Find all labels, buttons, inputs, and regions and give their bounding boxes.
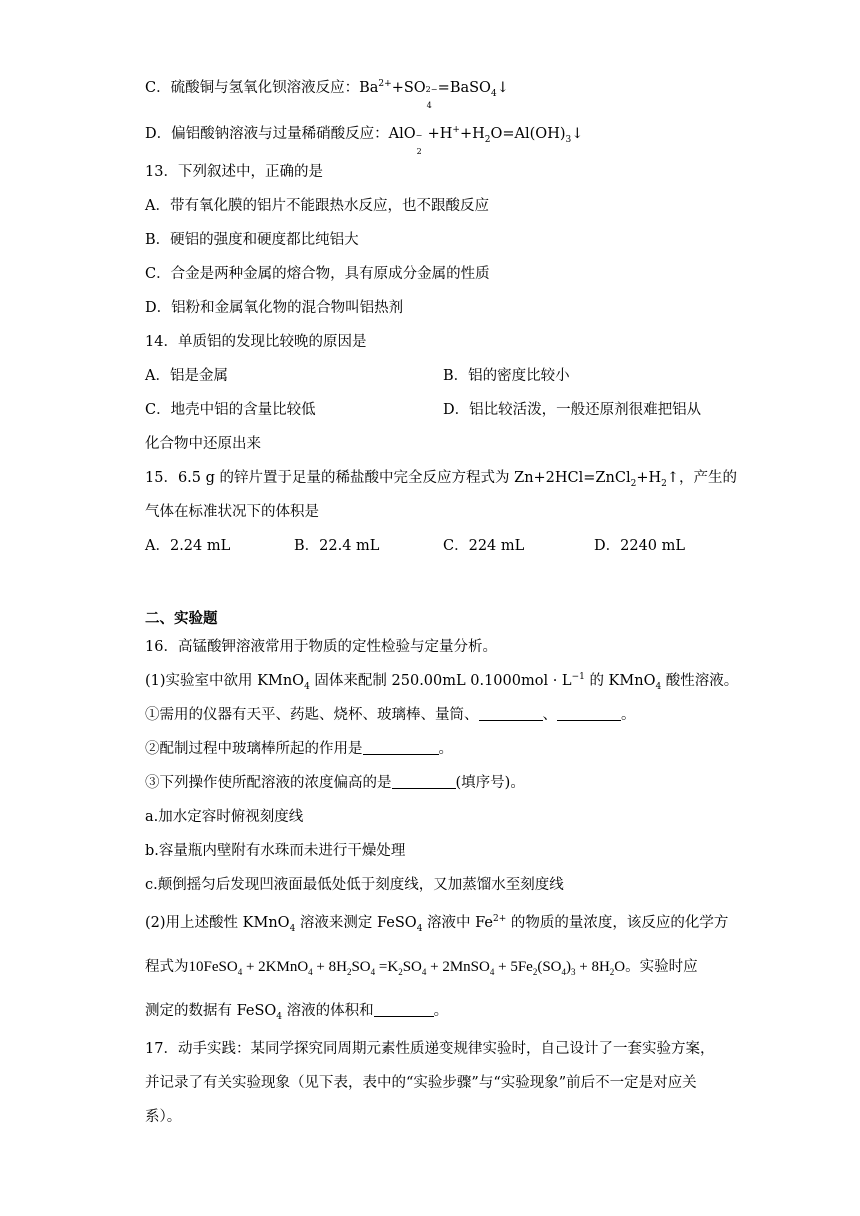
q12-option-d: D．偏铝酸钠溶液与过量稀硝酸反应：AlO − 2 $+H^++H_2O=Al(OH)_3↓$	[145, 125, 584, 156]
q17-line2: 并记录了有关实验现象（见下表，表中的“实验步骤”与“实验现象”前后不一定是对应关	[145, 1075, 697, 1091]
q15-stem-line2: 气体在标准状况下的体积是	[145, 504, 319, 520]
q15-option-c: C．224 mL	[443, 538, 525, 554]
q15-option-a: A．2.24 mL	[145, 538, 231, 554]
q17-line3: 系）。	[145, 1109, 182, 1125]
section-title: 二、实验题	[145, 610, 218, 627]
answer-blank-2[interactable]	[557, 705, 621, 721]
q16-part1: (1)实验室中欲用 KMnO$_4$ 固体来配制 250.00mL $0.1000mol \cdot L^{-1}$ 的 KMnO$_4$ 酸性溶液。	[145, 672, 739, 692]
q14-stem: 14．单质铝的发现比较晚的原因是	[145, 334, 367, 350]
q14-option-a: A．铝是金属	[145, 368, 228, 384]
q13-option-d: D．铝粉和金属氧化物的混合物叫铝热剂	[145, 300, 404, 316]
q16-sub3: ③下列操作使所配溶液的浓度偏高的是 (填序号)。	[145, 775, 525, 791]
q13-option-a: A．带有氧化膜的铝片不能跟热水反应，也不跟酸反应	[145, 198, 489, 214]
q16-stem: 16．高锰酸钾溶液常用于物质的定性检验与定量分析。	[145, 639, 497, 655]
q17-line1: 17．动手实践：某同学探究同周期元素性质递变规律实验时，自己设计了一套实验方案，	[145, 1041, 715, 1057]
q13-option-c: C．合金是两种金属的熔合物，具有原成分金属的性质	[145, 266, 490, 282]
answer-blank-4[interactable]	[392, 773, 456, 789]
q14-option-b: B．铝的密度比较小	[443, 368, 570, 384]
answer-blank-3[interactable]	[363, 739, 439, 755]
q13-stem: 13．下列叙述中，正确的是	[145, 164, 323, 180]
q16-choice-c: c.颠倒摇匀后发现凹液面最低处低于刻度线，又加蒸馏水至刻度线	[145, 877, 564, 893]
q16-choice-b: b.容量瓶内壁附有水珠而未进行干燥处理	[145, 843, 406, 859]
q16-sub1: ①需用的仪器有天平、药匙、烧杯、玻璃棒、量筒、 、 。	[145, 707, 636, 723]
q16-sub2: ②配制过程中玻璃棒所起的作用是 。	[145, 741, 453, 757]
chemical-equation: 10FeSO$_4$ + 2KMnO$_4$ + $8H_2SO_4 =K_2SO_4$ + 2MnSO$_4$ + $5Fe_2(SO_4)_3 + 8H_2O$	[188, 959, 626, 977]
q15-stem: 15．6.5 g 的锌片置于足量的稀盐酸中完全反应方程式为 $Zn+2HCl=ZnCl_2+H_2↑$，产生的	[145, 470, 738, 489]
q12-option-c: C．硫酸铜与氢氧化钡溶液反应：$Ba^{2+}+SO$ 2− 4 =BaSO$_4$↓	[145, 79, 509, 110]
q14-option-d-continued: 化合物中还原出来	[145, 436, 261, 452]
q16-choice-a: a.加水定容时俯视刻度线	[145, 809, 304, 825]
q16-last-line: 测定的数据有 FeSO$_4$ 溶液的体积和 。	[145, 1003, 449, 1022]
q14-option-d: D．铝比较活泼，一般还原剂很难把铝从	[443, 402, 702, 418]
answer-blank-1[interactable]	[479, 705, 543, 721]
q15-option-b: B．22.4 mL	[294, 538, 380, 554]
q16-part2: (2)用上述酸性 KMnO$_4$ 溶液来测定 FeSO$_4$ 溶液中 $Fe^{2+}$ 的物质的量浓度，该反应的化学方	[145, 914, 729, 934]
q14-option-c: C．地壳中铝的含量比较低	[145, 402, 316, 418]
q15-option-d: D．2240 mL	[594, 538, 686, 554]
q13-option-b: B．硬铝的强度和硬度都比纯铝大	[145, 232, 359, 248]
answer-blank-5[interactable]	[374, 1001, 434, 1017]
q16-equation-line: 程式为10FeSO$_4$ + 2KMnO$_4$ + $8H_2SO_4 =K_2SO_4$ + 2MnSO$_4$ + $5Fe_2(SO_4)_3 + 8H_2O$。实验时应	[145, 959, 698, 977]
